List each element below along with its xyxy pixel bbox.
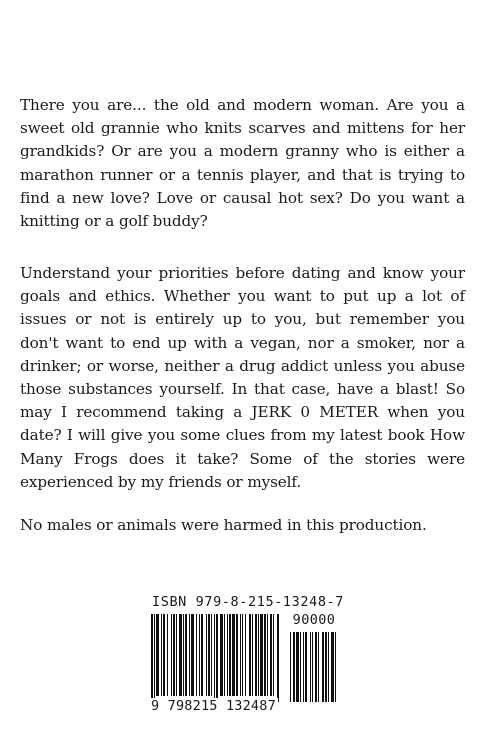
barcode-bar xyxy=(154,614,155,702)
barcode-bar xyxy=(270,614,272,696)
barcode-bar xyxy=(171,614,172,696)
barcode-bar xyxy=(196,614,197,696)
addon-bar xyxy=(325,632,327,702)
barcode-bar xyxy=(161,614,162,696)
barcode-bar xyxy=(227,614,228,696)
barcode-bar xyxy=(229,614,231,696)
barcode-bar xyxy=(240,614,241,696)
barcode-bar xyxy=(224,614,225,696)
addon-bar xyxy=(293,632,295,702)
addon-bar xyxy=(328,632,329,702)
barcode-bar xyxy=(176,614,177,696)
addon-bar xyxy=(300,632,301,702)
barcode-bar xyxy=(249,614,251,696)
barcode-bar xyxy=(199,614,200,696)
addon-bar xyxy=(312,632,313,702)
barcode-bar xyxy=(267,614,268,696)
barcode-bar xyxy=(252,614,253,696)
barcode-bar xyxy=(255,614,257,696)
barcode-bar xyxy=(201,614,203,696)
barcode-bar xyxy=(183,614,184,696)
barcode-bar xyxy=(232,614,235,696)
barcode-bar xyxy=(179,614,182,696)
blurb-paragraph-1: There you are... the old and modern woman. Are you a sweet old grannie who knits scarves and mittens for her grandkids? Or are you a modern granny who is either a marathon runner or a tennis player, and that is trying to find a new love? Love or causal hot sex? Do you want a knitting or a golf buddy? xyxy=(20,96,465,231)
isbn-label: ISBN 979-8-215-13248-7 xyxy=(152,594,345,610)
barcode-bar xyxy=(260,614,263,696)
addon-bar xyxy=(290,632,291,702)
barcode-bar xyxy=(211,614,212,696)
blurb-paragraph-2: Understand your priorities before dating and know your goals and ethics. Whether you want to put up a lot of issues or not is entirely up to you, but remember you don't want to end up with a vegan, nor a smoker, nor a drinker; or worse, neither a drug addict unless you abuse those substances yourself. In that case, have a blast! So may I recommend taking a JERK 0 METER when you date? I will give you some clues from my latest book How Many Frogs does it take? Some of the stories were experienced by my friends or myself. xyxy=(20,264,465,491)
barcode-bar xyxy=(277,614,279,702)
barcode-bar xyxy=(189,614,190,696)
addon-bar xyxy=(318,632,319,702)
blurb-paragraph-3: No males or animals were harmed in this production. xyxy=(20,516,427,534)
barcode-bar xyxy=(208,614,210,696)
addon-bar xyxy=(315,632,317,702)
barcode-bar xyxy=(191,614,194,696)
barcode-bar xyxy=(245,614,246,696)
barcode-bar xyxy=(236,614,238,696)
addon-bar xyxy=(335,632,336,702)
barcode-bar xyxy=(173,614,175,696)
barcode-bar xyxy=(273,614,274,696)
barcode-bar xyxy=(264,614,266,696)
barcode-bar xyxy=(214,614,215,702)
addon-bar xyxy=(322,632,324,702)
price-addon-code: 90000 xyxy=(288,612,340,628)
barcode-bar xyxy=(220,614,223,696)
barcode-bar xyxy=(242,614,243,696)
barcode-bar xyxy=(151,614,153,702)
addon-bar xyxy=(305,632,307,702)
addon-bar xyxy=(296,632,299,702)
barcode-bar xyxy=(163,614,165,696)
barcode-bar xyxy=(216,614,218,702)
isbn-barcode xyxy=(150,594,345,720)
addon-bar xyxy=(310,632,311,702)
barcode-bar xyxy=(167,614,168,696)
barcode-bar xyxy=(206,614,207,696)
barcode-bar xyxy=(258,614,259,696)
barcode-bar xyxy=(185,614,187,696)
addon-bar xyxy=(331,632,334,702)
barcode-bar xyxy=(156,614,159,696)
addon-bar xyxy=(303,632,304,702)
ean-digits: 9 798215 132487 xyxy=(151,698,276,714)
